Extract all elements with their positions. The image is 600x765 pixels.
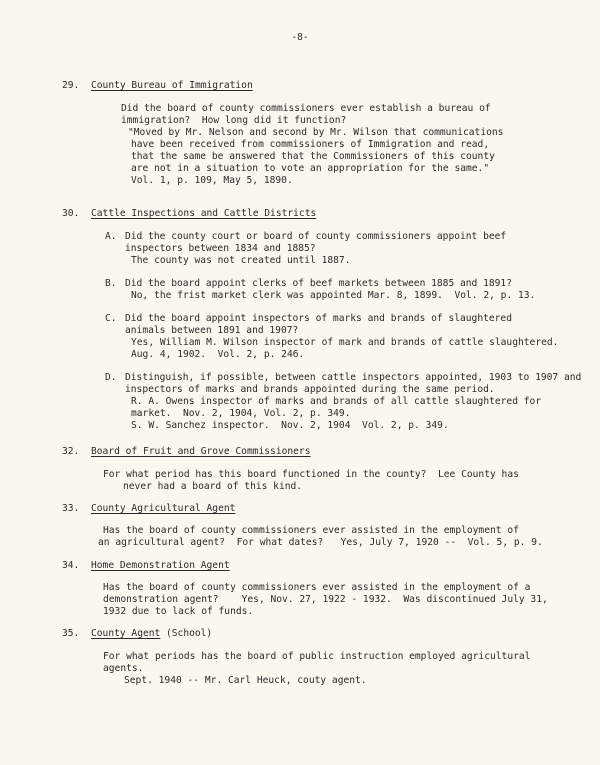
section-number: 34. <box>62 560 80 571</box>
section-title: Cattle Inspections and Cattle Districts <box>91 208 317 219</box>
item-letter: C. <box>105 313 117 324</box>
answer-line: Yes, William M. Wilson inspector of mark and brands of cattle slaughtered. <box>131 337 559 348</box>
body-line: immigration? How long did it function? <box>121 115 347 126</box>
body-line: Distinguish, if possible, between cattle inspectors appointed, 1903 to 1907 and <box>125 372 582 383</box>
body-line: an agricultural agent? For what dates? Yes, July 7, 1920 -- Vol. 5, p. 9. <box>98 537 543 548</box>
body-line: For what period has this board functioned in the county? Lee County has <box>103 469 519 480</box>
answer-line: Aug. 4, 1902. Vol. 2, p. 246. <box>131 349 305 360</box>
item-letter: D. <box>105 372 117 383</box>
body-line: Did the board appoint clerks of beef markets between 1885 and 1891? <box>125 278 512 289</box>
body-line: Has the board of county commissioners ever assisted in the employment of a <box>103 582 531 593</box>
body-line: animals between 1891 and 1907? <box>125 325 299 336</box>
answer-line: No, the frist market clerk was appointed Mar. 8, 1899. Vol. 2, p. 13. <box>131 290 536 301</box>
body-line: Did the county court or board of county commissioners appoint beef <box>125 231 507 242</box>
quote-line: have been received from commissioners of Immigration and read, <box>131 139 490 150</box>
body-line: inspectors between 1834 and 1885? <box>125 243 316 254</box>
body-line: Has the board of county commissioners ever assisted in the employment of <box>103 525 519 536</box>
section-title: County Agent <box>91 628 161 639</box>
section-number: 35. <box>62 628 80 639</box>
body-line: never had a board of this kind. <box>123 481 303 492</box>
quote-line: that the same be answered that the Commissioners of this county <box>131 151 495 162</box>
section-number: 32. <box>62 446 80 457</box>
section-title: Home Demonstration Agent <box>91 560 230 571</box>
section-number: 33. <box>62 503 80 514</box>
body-line: Did the board appoint inspectors of marks and brands of slaughtered <box>125 313 512 324</box>
section-title: Board of Fruit and Grove Commissioners <box>91 446 311 457</box>
body-line: For what periods has the board of public instruction employed agricultural <box>103 651 531 662</box>
answer-line: Sept. 1940 -- Mr. Carl Heuck, couty agent. <box>124 675 367 686</box>
body-line: agents. <box>103 663 144 674</box>
answer-line: The county was not created until 1887. <box>131 255 351 266</box>
body-line: demonstration agent? Yes, Nov. 27, 1922 - 1932. Was discontinued July 31, <box>103 594 548 605</box>
answer-line: R. A. Owens inspector of marks and brands of all cattle slaughtered for <box>131 396 542 407</box>
body-line: 1932 due to lack of funds. <box>103 606 254 617</box>
quote-line: are not in a situation to vote an appropriation for the same." <box>131 163 490 174</box>
item-letter: A. <box>105 231 117 242</box>
answer-line: market. Nov. 2, 1904, Vol. 2, p. 349. <box>131 408 351 419</box>
body-line: inspectors of marks and brands appointed during the same period. <box>125 384 495 395</box>
page-number: -8- <box>291 32 309 43</box>
citation-line: Vol. 1, p. 109, May 5, 1890. <box>131 175 293 186</box>
section-title: County Bureau of Immigration <box>91 80 253 91</box>
body-line: Did the board of county commissioners ever establish a bureau of <box>121 103 491 114</box>
section-title: County Agricultural Agent <box>91 503 236 514</box>
quote-line: "Moved by Mr. Nelson and second by Mr. Wilson that communications <box>128 127 504 138</box>
answer-line: S. W. Sanchez inspector. Nov. 2, 1904 Vol. 2, p. 349. <box>131 420 449 431</box>
section-number: 30. <box>62 208 80 219</box>
section-title-suffix: (School) <box>166 628 213 639</box>
section-number: 29. <box>62 80 80 91</box>
item-letter: B. <box>105 278 117 289</box>
